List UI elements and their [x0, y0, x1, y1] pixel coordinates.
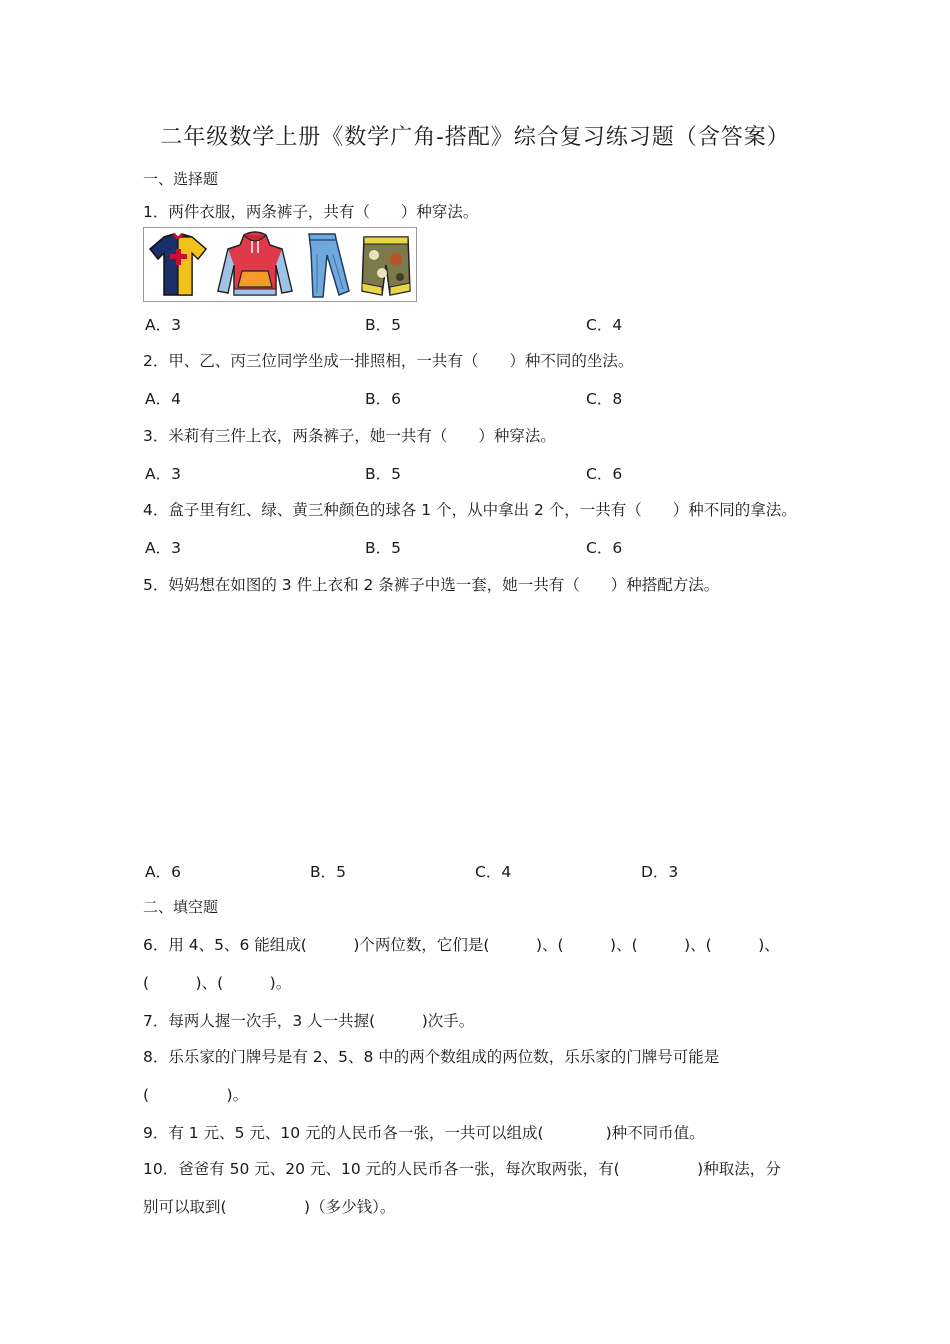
tshirt-icon [146, 231, 210, 299]
section-heading-choice: 一、选择题 [143, 170, 219, 188]
q5-option-c: C．4 [475, 863, 512, 881]
page-title: 二年级数学上册《数学广角-搭配》综合复习练习题（含答案） [160, 125, 790, 150]
question-6-line-2: ( )、( )。 [143, 974, 292, 992]
q3-option-c: C．6 [586, 465, 623, 483]
hoodie-icon [216, 231, 294, 299]
clothes-image [143, 227, 417, 302]
q5-option-b: B．5 [310, 863, 346, 881]
question-2: 2．甲、乙、丙三位同学坐成一排照相，一共有（ ）种不同的坐法。 [143, 352, 634, 370]
question-8-line-1: 8．乐乐家的门牌号是有 2、5、8 中的两个数组成的两位数，乐乐家的门牌号可能是 [143, 1048, 720, 1066]
q3-option-a: A．3 [145, 465, 181, 483]
question-7: 7．每两人握一次手，3 人一共握( )次手。 [143, 1012, 475, 1030]
question-9: 9．有 1 元、5 元、10 元的人民币各一张，一共可以组成( )种不同币值。 [143, 1124, 705, 1142]
question-6-line-1: 6．用 4、5、6 能组成( )个两位数，它们是( )、( )、( )、( )、 [143, 936, 780, 954]
question-1: 1．两件衣服，两条裤子，共有（ ）种穿法。 [143, 203, 479, 221]
q5-option-a: A．6 [145, 863, 181, 881]
q5-option-d: D．3 [641, 863, 679, 881]
shorts-icon [358, 231, 414, 299]
q4-option-a: A．3 [145, 539, 181, 557]
q2-option-c: C．8 [586, 390, 623, 408]
q2-option-a: A．4 [145, 390, 181, 408]
jeans-icon [299, 231, 357, 299]
question-5: 5．妈妈想在如图的 3 件上衣和 2 条裤子中选一套，她一共有（ ）种搭配方法。 [143, 576, 720, 594]
q4-option-c: C．6 [586, 539, 623, 557]
question-8-line-2: ( )。 [143, 1086, 249, 1104]
q1-option-c: C．4 [586, 316, 623, 334]
question-10-line-1: 10．爸爸有 50 元、20 元、10 元的人民币各一张，每次取两张，有( )种取法，分 [143, 1160, 781, 1178]
section-heading-fill: 二、填空题 [143, 898, 219, 916]
q2-option-b: B．6 [365, 390, 401, 408]
q4-option-b: B．5 [365, 539, 401, 557]
question-3: 3．米莉有三件上衣，两条裤子，她一共有（ ）种穿法。 [143, 427, 556, 445]
question-4: 4．盒子里有红、绿、黄三种颜色的球各 1 个，从中拿出 2 个，一共有（ ）种不同的拿法。 [143, 501, 797, 519]
q1-option-a: A．3 [145, 316, 181, 334]
question-10-line-2: 别可以取到( )（多少钱）。 [143, 1198, 396, 1216]
q3-option-b: B．5 [365, 465, 401, 483]
q1-option-b: B．5 [365, 316, 401, 334]
